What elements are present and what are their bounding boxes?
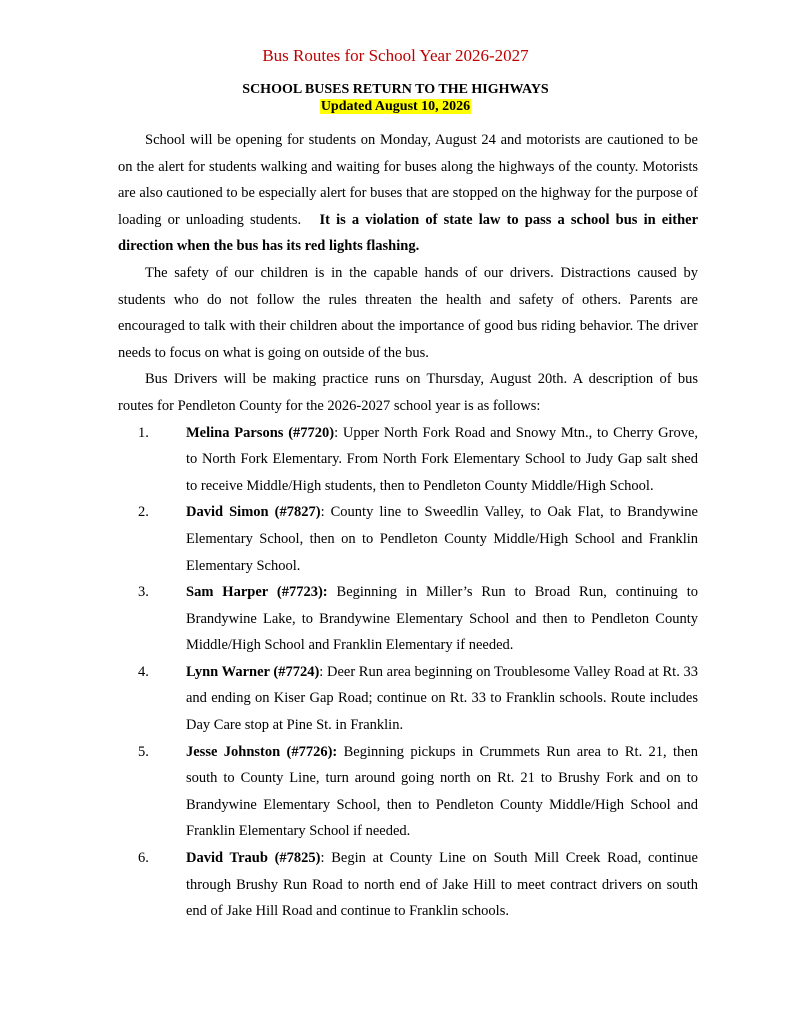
route-driver: Jesse Johnston (#7726):: [186, 743, 338, 760]
route-description: : Deer Run area beginning on Troublesome Valley Road at Rt. 33 and ending on Kiser Gap Road; continue on Rt. 33 to Franklin schools. Route includes Day Care stop at Pine St. in Franklin.: [186, 663, 698, 734]
route-description: : Begin at County Line on South Mill Creek Road, continue through Brushy Run Road to north end of Jake Hill to meet contract drivers on south end of Jake Hill Road and continue to Franklin schools.: [186, 850, 698, 920]
paragraph-practice-runs: Bus Drivers will be making practice runs on Thursday, August 20th. A description of bus routes for Pendleton County for the 2026-2027 school year is as follows:: [118, 371, 698, 414]
route-description: : County line to Sweedlin Valley, to Oak Flat, to Brandywine Elementary School, then on to Pendleton County Middle/High School and Franklin Elementary School.: [186, 504, 698, 574]
route-number: 6.: [138, 850, 149, 867]
route-number: 5.: [138, 743, 149, 760]
route-description: : Upper North Fork Road and Snowy Mtn., to Cherry Grove, to North Fork Elementary. From North Fork Elementary School to Judy Gap salt shed to receive Middle/High students, then to Pendleton County Middle/High School.: [186, 424, 699, 494]
route-description: Beginning pickups in Crummets Run area to Rt. 21, then south to County Line, turn around going north on Rt. 21 to Brushy Fork and on to Brandywine Elementary School, then to Pendleton County Middle/High School and Franklin Elementary School if needed.: [186, 743, 698, 840]
document-body: [118, 127, 698, 925]
route-number: 2.: [138, 504, 149, 521]
route-number: 4.: [138, 663, 149, 680]
route-item: [118, 579, 698, 659]
route-description: Beginning in Miller’s Run to Broad Run, continuing to Brandywine Lake, to Brandywine Elementary School and then to Pendleton County Middle/High School and Franklin Elementary if needed.: [186, 584, 698, 654]
route-item: [118, 845, 698, 925]
route-item: [118, 499, 698, 579]
route-number: 3.: [138, 584, 149, 601]
route-driver: Sam Harper (#7723):: [186, 584, 328, 601]
route-driver: David Simon (#7827): [186, 504, 321, 521]
route-driver: Melina Parsons (#7720): [186, 424, 335, 441]
paragraph-opening-text: School will be opening for students on Monday, August 24 and motorists are cautioned to be on the alert for students walking and waiting for buses along the highways of the county. Motorists are also cautioned to be especially alert for buses that are stopped on the highway for the purpose of loading or unloading students.: [118, 132, 698, 228]
route-number: 1.: [138, 424, 149, 441]
section-heading: SCHOOL BUSES RETURN TO THE HIGHWAYS: [242, 82, 549, 97]
route-driver: David Traub (#7825): [186, 850, 321, 867]
route-driver: Lynn Warner (#7724): [186, 663, 320, 680]
updated-line: [0, 99, 791, 115]
route-item: [118, 659, 698, 739]
page-title: Bus Routes for School Year 2026-2027: [262, 46, 529, 65]
paragraph-opening-warning: It is a violation of state law to pass a school bus in either direction when the bus has its red lights flashing.: [118, 211, 699, 255]
route-item: [118, 739, 698, 845]
paragraph-safety: The safety of our children is in the capable hands of our drivers. Distractions caused by students who do not follow the rules threaten the health and safety of others. Parents are encouraged to talk with their children about the importance of good bus riding behavior. The driver needs to focus on what is going on outside of the bus.: [118, 264, 698, 361]
paragraph-opening: [118, 127, 698, 260]
route-item: [118, 420, 698, 500]
updated-highlight: Updated August 10, 2026: [320, 99, 471, 114]
route-list: [118, 420, 698, 925]
